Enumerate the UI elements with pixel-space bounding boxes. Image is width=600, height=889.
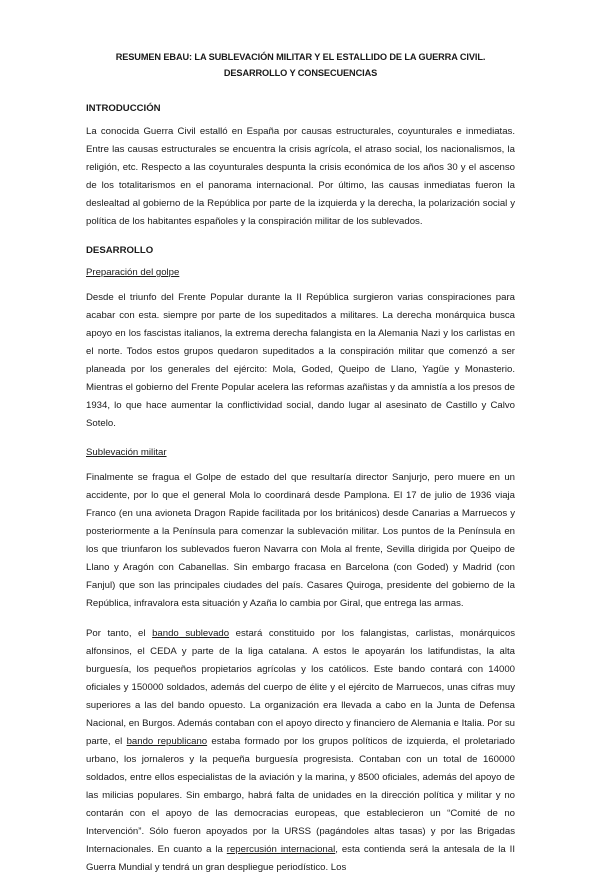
intro-paragraph: La conocida Guerra Civil estalló en España por causas estructurales, coyunturales e inmediatas. Entre las causas estructurales se encuentra la crisis agrícola, el atraso social, los nacionalismos, la religión, etc. Respecto a las coyunturales despunta la crisis económica de los años 30 y el ascenso de los totalitarismos en el panorama internacional. Por último, las causas inmediatas fueron la deslealtad al gobierno de la República por parte de la izquierda y la derecha, la polarización social y política de los habitantes españoles y la conspiración militar de los sublevados.: [86, 126, 515, 227]
bandos-text-c: estaba formado por los grupos políticos de izquierda, el proletariado urbano, los jornaleros y la pequeña burguesía progresista. Contaban con un total de 160000 soldados, entre ellos especialistas de la aviación y la marina, y 8500 oficiales, además del apoyo de las milicias populares. Sin embargo, habrá falta de unidades en la dirección política y militar y no contarán con el apoyo de las democracias europeas, que establecieron un “Comité de no Intervención”. Sólo fueron apoyados por la URSS (pagándoles altas tasas) y por las Brigadas Internacionales. En cuanto a la: [86, 736, 515, 855]
title-line-1: RESUMEN EBAU: LA SUBLEVACIÓN MILITAR Y EL ESTALLIDO DE LA GUERRA CIVIL.: [115, 52, 486, 62]
bando-sublevado-term: bando sublevado: [152, 628, 230, 639]
intro-heading: INTRODUCCIÓN: [86, 103, 161, 114]
bandos-text-a: Por tanto, el: [86, 628, 153, 639]
sublevacion-paragraph: Finalmente se fragua el Golpe de estado del que resultaría director Sanjurjo, pero muere en un accidente, por lo que el general Mola lo coordinará desde Pamplona. El 17 de julio de 1936 viaja Franco (en una avioneta Dragon Rapide facilitada por los británicos) desde Canarias a Marruecos y posteriormente a la Península para comenzar la sublevación militar. Los puntos de la Península en los que triunfaron los sublevados fueron Navarra con Mola al frente, Sevilla dirigida por Queipo de Llano y Aragón con Cabanellas. Sin embargo fracasa en Barcelona (con Goded) y Madrid (con Fanjul) que son las principales ciudades del país. Casares Quiroga, presidente del gobierno de la República, infravalora esta situación y Azaña lo cambia por Giral, que entrega las armas.: [86, 472, 515, 609]
bandos-paragraph: [86, 625, 515, 877]
bandos-text-d: , esta contienda será la antesala de la II Guerra Mundial y tendrá un gran despliegue periodístico. Los: [86, 844, 515, 873]
repercusion-internacional-term: repercusión internacional: [226, 844, 336, 855]
title-line-2: DESARROLLO Y CONSECUENCIAS: [223, 68, 378, 78]
section-heading-sublevacion: Sublevación militar: [86, 447, 167, 458]
document-title: [86, 49, 515, 81]
bandos-text-b: estará constituido por los falangistas, carlistas, monárquicos alfonsinos, el CEDA y parte de la liga catalana. A estos le apoyarán los latifundistas, la alta burguesía, los pequeños propietarios agrícolas y los católicos. Este bando contará con 14000 oficiales y 150000 soldados, además del cuerpo de élite y el ejército de Marruecos, unas cifras muy superiores a las del bando opuesto. La organización era llevada a cabo en la Junta de Defensa Nacional, en Burgos. Además contaban con el apoyo directo y financiero de Alemania e Italia. Por su parte, el: [86, 628, 515, 747]
document-content: [86, 49, 515, 889]
section-heading-preparacion: Preparación del golpe: [86, 267, 180, 278]
bando-republicano-term: bando republicano: [126, 736, 208, 747]
desarrollo-heading: DESARROLLO: [86, 245, 154, 256]
preparacion-paragraph: Desde el triunfo del Frente Popular durante la II República surgieron varias conspiraciones para acabar con esta. siempre por parte de los supeditados a militares. La derecha monárquica busca apoyo en los fascistas italianos, la extrema derecha falangista en la Alemania Nazi y los carlistas en el norte. Todos estos grupos quedaron supeditados a la conspiración militar que comenzó a ser planeada por los generales del ejército: Mola, Goded, Queipo de Llano, Yagüe y Monasterio. Mientras el gobierno del Frente Popular acelera las reformas azañistas y da amnistía a los presos de 1934, lo que hace aumentar la conflictividad social, dando lugar al asesinato de Castillo y Calvo Sotelo.: [86, 292, 515, 429]
